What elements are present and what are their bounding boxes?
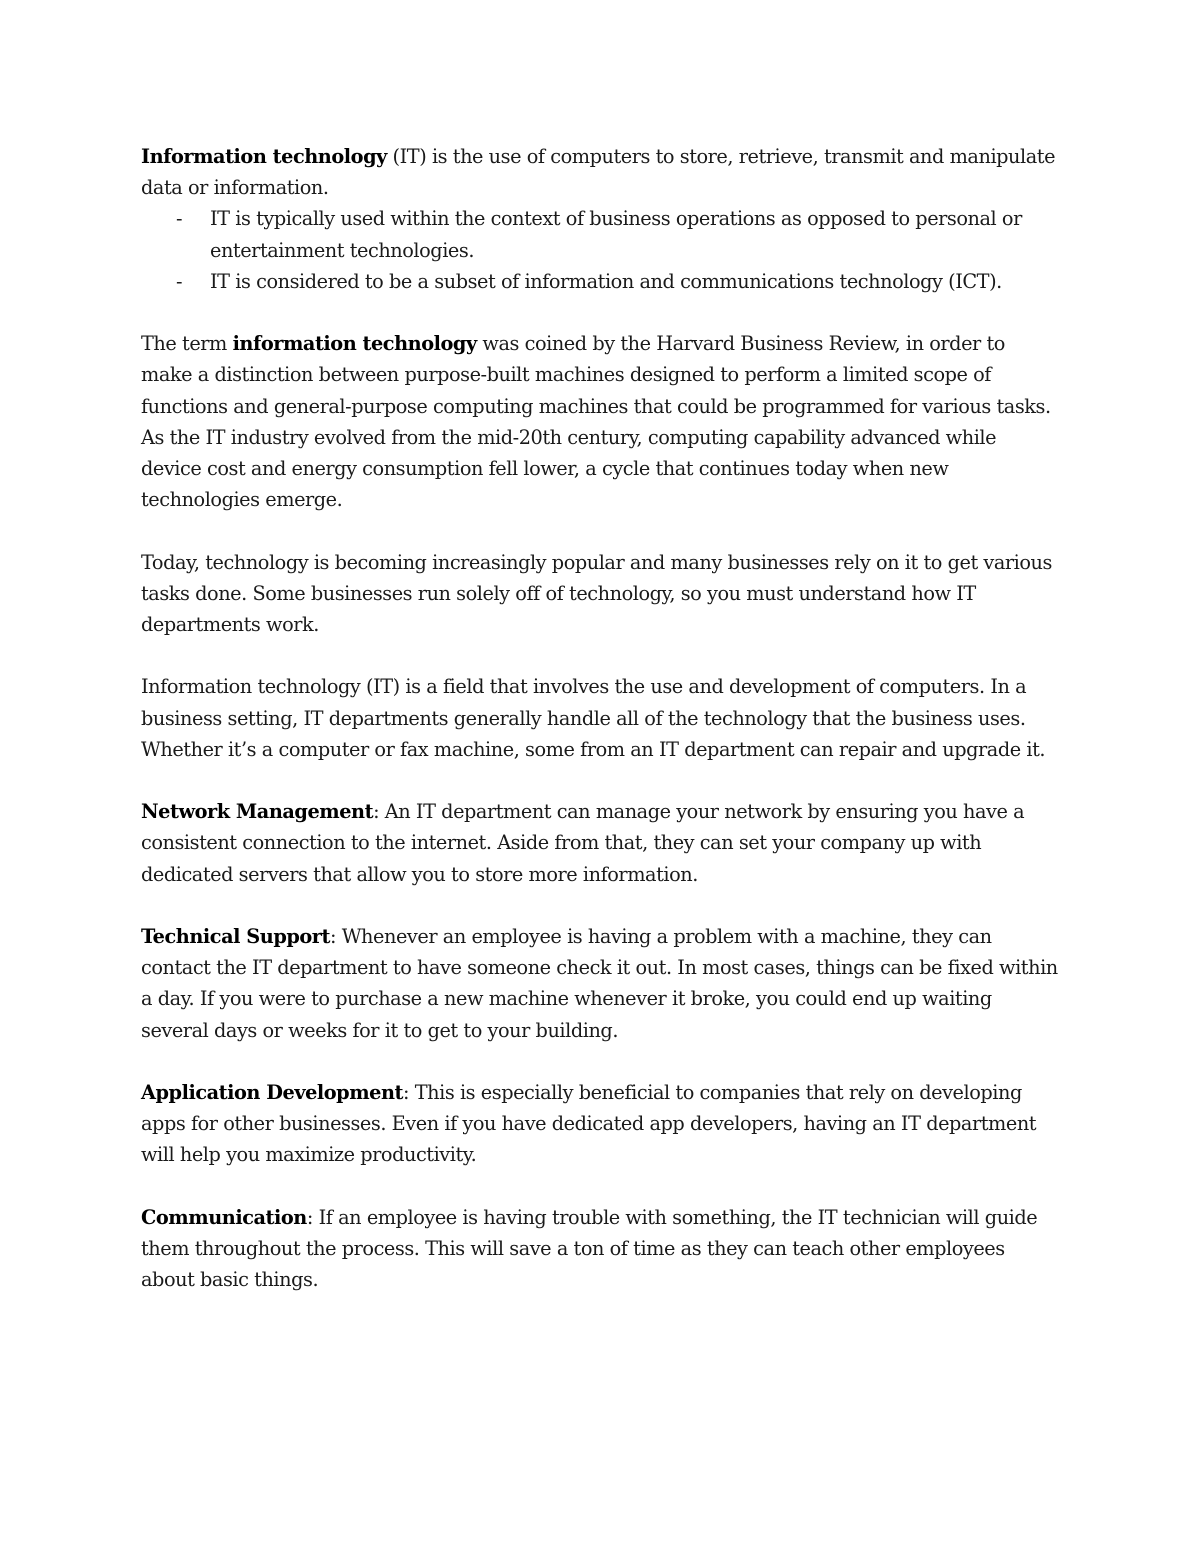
intro-bold-term: Information technology: [141, 145, 387, 168]
dash-bullet-marker: -: [176, 207, 183, 231]
section-text: : This is especially beneficial to companies that rely on developing apps for other businesses. Even if you have dedicated app developers, having an IT department will help you maximize productivity.: [141, 1081, 1037, 1167]
section-text: : If an employee is having trouble with something, the IT technician will guide them throughout the process. This will save a ton of time as they can teach other employees about basic things.: [141, 1205, 1038, 1292]
list-item: [141, 266, 1061, 297]
term-paragraph: [141, 328, 1061, 515]
intro-text: (IT) is the use of computers to store, retrieve, transmit and manipulate data or information.: [141, 145, 1056, 200]
section-text: : An IT department can manage your network by ensuring you have a consistent connection to the internet. Aside from that, they can set your company up with dedicated servers that allow you to store more information.: [141, 800, 1025, 886]
today-paragraph: Today, technology is becoming increasingly popular and many businesses rely on it to get various tasks done. Some businesses run solely off of technology, so you must understand how IT departments work.: [141, 550, 1052, 637]
section-network-management: [141, 796, 1061, 890]
document-body: [141, 141, 1061, 1295]
list-item: [141, 203, 1061, 265]
section-text: : Whenever an employee is having a problem with a machine, they can contact the IT department to have someone check it out. In most cases, things can be fixed within a day. If you were to purchase a new machine whenever it broke, you could end up waiting several days or weeks for it to get to your building.: [141, 925, 1058, 1042]
intro-bullet-list: [141, 203, 1061, 297]
bullet-text: IT is typically used within the context of business operations as opposed to personal or entertainment technologies.: [210, 207, 1022, 262]
term-after: was coined by the Harvard Business Review, in order to make a distinction between purpose-built machines designed to perform a limited scope of functions and general-purpose computing machines that could be programmed for various tasks. As the IT industry evolved from the mid-20th century, computing capability advanced while device cost and energy consumption fell lower, a cycle that continues today when new technologies emerge.: [141, 332, 1051, 512]
section-title: Application Development: [141, 1081, 403, 1104]
section-title: Communication: [141, 1205, 307, 1229]
section-technical-support: [141, 921, 1061, 1046]
term-before: The term: [141, 332, 233, 356]
section-communication: [141, 1202, 1061, 1296]
section-title: Technical Support: [141, 925, 330, 948]
term-bold: information technology: [232, 332, 477, 356]
section-title: Network Management: [141, 800, 374, 824]
field-paragraph: Information technology (IT) is a field that involves the use and development of computers. In a business setting, IT departments generally handle all of the technology that the business uses. Whether it’s a computer or fax machine, some from an IT department can repair and upgrade it.: [141, 675, 1046, 761]
section-application-development: [141, 1077, 1061, 1171]
bullet-text: IT is considered to be a subset of information and communications technology (ICT).: [210, 269, 1002, 293]
intro-paragraph: [141, 141, 1061, 203]
dash-bullet-marker: -: [176, 269, 183, 293]
